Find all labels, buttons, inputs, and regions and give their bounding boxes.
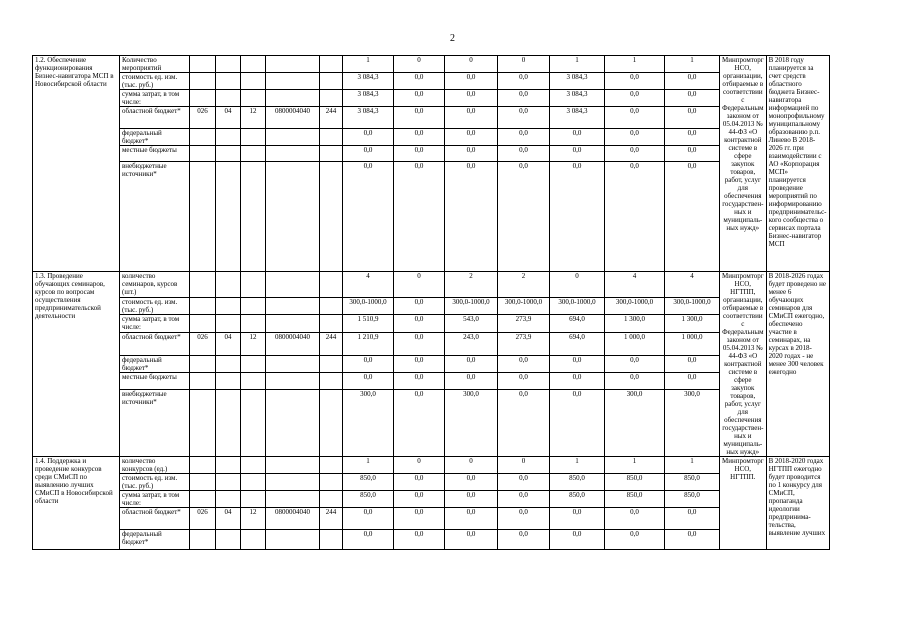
value-cell: 0,0	[665, 530, 720, 550]
value-cell: 0,0	[605, 73, 665, 90]
value-cell: 0,0	[498, 530, 550, 550]
vr-code	[320, 297, 343, 315]
vr-code	[320, 373, 343, 390]
indicator-label: внебюджетные источники*	[120, 162, 190, 272]
value-cell: 0,0	[665, 129, 720, 146]
value-cell: 0,0	[605, 162, 665, 272]
rz-code: 04	[216, 332, 241, 355]
program-table	[32, 55, 898, 550]
pr-code	[241, 389, 266, 456]
csr-code	[266, 90, 320, 107]
csr-code	[266, 146, 320, 162]
pr-code	[241, 297, 266, 315]
grbs-code	[190, 129, 216, 146]
indicator-label: сумма затрат, в том числе:	[120, 315, 190, 333]
value-cell: 1	[605, 457, 665, 474]
measure-name: 1.3. Проведение обучающих семинаров, курсов по вопросам осуществления предпринимательской деятельности	[33, 272, 120, 457]
table-row	[33, 272, 898, 298]
vr-code	[320, 56, 343, 73]
vr-code	[320, 389, 343, 456]
value-cell: 0,0	[498, 129, 550, 146]
indicator-label: федеральный бюджет*	[120, 129, 190, 146]
value-cell: 0,0	[394, 90, 445, 107]
indicator-label: областной бюджет*	[120, 332, 190, 355]
rz-code	[216, 457, 241, 474]
value-cell: 0,0	[394, 508, 445, 530]
pr-code: 12	[241, 332, 266, 355]
value-cell: 850,0	[550, 491, 605, 508]
value-cell: 0,0	[394, 146, 445, 162]
indicator-label: областной бюджет*	[120, 107, 190, 129]
value-cell: 0,0	[665, 107, 720, 129]
value-cell: 300,0-1000,0	[605, 297, 665, 315]
grbs-code	[190, 90, 216, 107]
value-cell: 0,0	[665, 162, 720, 272]
rz-code	[216, 491, 241, 508]
value-cell: 0,0	[445, 90, 498, 107]
csr-code	[266, 530, 320, 550]
csr-code	[266, 457, 320, 474]
value-cell: 1 300,0	[605, 315, 665, 333]
value-cell: 300,0	[665, 389, 720, 456]
executor-cell: Минпромторг НСО, НГТПП, организации, отбираемые в соответствии с Федеральным законом от 05.04.2013 № 44-ФЗ «О контрактной системе в сфере закупок товаров, работ, услуг для обеспечения государствен-ных и муниципаль-ных нужд»	[720, 272, 767, 457]
csr-code	[266, 491, 320, 508]
value-cell: 0,0	[550, 355, 605, 373]
indicator-label: стоимость ед. изм. (тыс. руб.)	[120, 297, 190, 315]
value-cell: 1	[343, 56, 394, 73]
rz-code	[216, 389, 241, 456]
vr-code	[320, 491, 343, 508]
rz-code: 04	[216, 508, 241, 530]
value-cell: 0,0	[498, 355, 550, 373]
pr-code	[241, 146, 266, 162]
value-cell: 0,0	[445, 107, 498, 129]
indicator-label: количество семинаров, курсов (шт.)	[120, 272, 190, 298]
value-cell: 3 084,3	[550, 90, 605, 107]
pr-code	[241, 272, 266, 298]
vr-code	[320, 162, 343, 272]
value-cell: 0,0	[498, 491, 550, 508]
vr-code	[320, 146, 343, 162]
executor-cell: Минпромторг НСО, НГТПП.	[720, 457, 767, 550]
value-cell: 0	[498, 56, 550, 73]
value-cell: 1	[550, 56, 605, 73]
vr-code	[320, 73, 343, 90]
value-cell: 4	[605, 272, 665, 298]
value-cell: 0,0	[394, 530, 445, 550]
rz-code	[216, 355, 241, 373]
value-cell: 0,0	[605, 508, 665, 530]
csr-code	[266, 56, 320, 73]
indicator-label: стоимость ед. изм. (тыс. руб.)	[120, 474, 190, 491]
value-cell: 1	[605, 56, 665, 73]
vr-code	[320, 129, 343, 146]
pr-code	[241, 90, 266, 107]
value-cell: 0,0	[498, 389, 550, 456]
value-cell: 543,0	[445, 315, 498, 333]
value-cell: 0,0	[550, 389, 605, 456]
indicator-label: федеральный бюджет*	[120, 355, 190, 373]
grbs-code	[190, 491, 216, 508]
result-note: В 2018-2026 годах будет проведено не менее 6 обучающих семинаров для СМиСП ежегодно, обеспечено участие в семинарах, на курсах в 2018- 2020 годах - не менее 300 человек ежегодно	[766, 272, 829, 457]
value-cell: 1 300,0	[665, 315, 720, 333]
value-cell: 0,0	[605, 355, 665, 373]
value-cell: 0,0	[394, 355, 445, 373]
vr-code	[320, 90, 343, 107]
indicator-label: сумма затрат, в том числе:	[120, 491, 190, 508]
value-cell: 1 510,9	[343, 315, 394, 333]
value-cell: 0,0	[394, 73, 445, 90]
value-cell: 850,0	[343, 491, 394, 508]
value-cell: 0,0	[445, 73, 498, 90]
value-cell: 0,0	[605, 129, 665, 146]
value-cell: 0	[394, 457, 445, 474]
value-cell: 0,0	[445, 491, 498, 508]
rz-code	[216, 73, 241, 90]
pr-code	[241, 373, 266, 390]
grbs-code	[190, 297, 216, 315]
pr-code	[241, 129, 266, 146]
value-cell: 0,0	[394, 107, 445, 129]
pr-code	[241, 355, 266, 373]
csr-code	[266, 162, 320, 272]
value-cell: 0,0	[394, 162, 445, 272]
value-cell: 300,0-1000,0	[665, 297, 720, 315]
pr-code	[241, 491, 266, 508]
grbs-code	[190, 373, 216, 390]
measure-name: 1.2. Обеспечение функционирования Бизнес-навигатора МСП в Новосибирской области	[33, 56, 120, 272]
value-cell: 0,0	[550, 146, 605, 162]
csr-code	[266, 474, 320, 491]
indicator-label: областной бюджет*	[120, 508, 190, 530]
csr-code	[266, 373, 320, 390]
indicator-label: Количество мероприятий	[120, 56, 190, 73]
pr-code	[241, 474, 266, 491]
value-cell: 0,0	[665, 355, 720, 373]
indicator-label: количество конкурсов (ед.)	[120, 457, 190, 474]
value-cell: 0,0	[445, 474, 498, 491]
grbs-code	[190, 73, 216, 90]
value-cell: 3 084,3	[343, 73, 394, 90]
value-cell: 3 084,3	[550, 107, 605, 129]
value-cell: 1	[343, 457, 394, 474]
value-cell: 0,0	[394, 129, 445, 146]
value-cell: 0,0	[498, 90, 550, 107]
pr-code	[241, 56, 266, 73]
value-cell: 0,0	[498, 474, 550, 491]
pr-code	[241, 315, 266, 333]
table-row	[33, 56, 898, 73]
pr-code: 12	[241, 107, 266, 129]
value-cell: 0	[445, 457, 498, 474]
rz-code: 04	[216, 107, 241, 129]
csr-code: 0800004040	[266, 508, 320, 530]
value-cell: 0,0	[498, 508, 550, 530]
value-cell: 3 084,3	[550, 73, 605, 90]
indicator-label: местные бюджеты	[120, 146, 190, 162]
value-cell: 0,0	[605, 530, 665, 550]
value-cell: 243,0	[445, 332, 498, 355]
value-cell: 850,0	[605, 474, 665, 491]
value-cell: 0,0	[394, 389, 445, 456]
vr-code: 244	[320, 332, 343, 355]
value-cell: 0,0	[394, 373, 445, 390]
value-cell: 0,0	[445, 508, 498, 530]
csr-code	[266, 297, 320, 315]
value-cell: 300,0	[343, 389, 394, 456]
value-cell: 4	[665, 272, 720, 298]
value-cell: 0,0	[498, 73, 550, 90]
csr-code	[266, 73, 320, 90]
value-cell: 0,0	[498, 107, 550, 129]
value-cell: 0,0	[343, 508, 394, 530]
grbs-code	[190, 474, 216, 491]
grbs-code	[190, 272, 216, 298]
value-cell: 0,0	[498, 146, 550, 162]
value-cell: 300,0-1000,0	[445, 297, 498, 315]
grbs-code	[190, 146, 216, 162]
vr-code: 244	[320, 107, 343, 129]
indicator-label: стоимость ед. изм. (тыс. руб.)	[120, 73, 190, 90]
value-cell: 273,9	[498, 315, 550, 333]
value-cell: 0,0	[550, 162, 605, 272]
value-cell: 0,0	[550, 530, 605, 550]
value-cell: 0,0	[665, 508, 720, 530]
csr-code: 0800004040	[266, 107, 320, 129]
value-cell: 2	[498, 272, 550, 298]
csr-code	[266, 315, 320, 333]
pr-code	[241, 457, 266, 474]
value-cell: 0	[550, 272, 605, 298]
rz-code	[216, 56, 241, 73]
rz-code	[216, 373, 241, 390]
csr-code: 0800004040	[266, 332, 320, 355]
value-cell: 0,0	[343, 373, 394, 390]
grbs-code	[190, 56, 216, 73]
value-cell: 1 000,0	[665, 332, 720, 355]
value-cell: 850,0	[343, 474, 394, 491]
indicator-label: федеральный бюджет*	[120, 530, 190, 550]
pr-code: 12	[241, 508, 266, 530]
csr-code	[266, 355, 320, 373]
vr-code	[320, 315, 343, 333]
page-number: 2	[450, 33, 455, 44]
value-cell: 850,0	[665, 491, 720, 508]
value-cell: 0,0	[605, 107, 665, 129]
grbs-code: 026	[190, 107, 216, 129]
value-cell: 300,0	[445, 389, 498, 456]
value-cell: 3 084,3	[343, 90, 394, 107]
value-cell: 273,9	[498, 332, 550, 355]
value-cell: 0,0	[665, 146, 720, 162]
csr-code	[266, 272, 320, 298]
value-cell: 0,0	[498, 162, 550, 272]
table-row	[33, 457, 898, 474]
grbs-code: 026	[190, 508, 216, 530]
value-cell: 0,0	[445, 355, 498, 373]
rz-code	[216, 297, 241, 315]
value-cell: 0,0	[498, 373, 550, 390]
rz-code	[216, 162, 241, 272]
value-cell: 0	[498, 457, 550, 474]
value-cell: 1 000,0	[605, 332, 665, 355]
grbs-code	[190, 457, 216, 474]
rz-code	[216, 530, 241, 550]
pr-code	[241, 162, 266, 272]
value-cell: 694,0	[550, 332, 605, 355]
value-cell: 0,0	[343, 162, 394, 272]
value-cell: 0,0	[394, 474, 445, 491]
value-cell: 0	[394, 272, 445, 298]
grbs-code	[190, 355, 216, 373]
vr-code	[320, 457, 343, 474]
value-cell: 300,0-1000,0	[550, 297, 605, 315]
value-cell: 0,0	[343, 530, 394, 550]
value-cell: 850,0	[665, 474, 720, 491]
pr-code	[241, 530, 266, 550]
csr-code	[266, 129, 320, 146]
value-cell: 0	[445, 56, 498, 73]
value-cell: 0,0	[665, 73, 720, 90]
value-cell: 0,0	[394, 491, 445, 508]
rz-code	[216, 474, 241, 491]
rz-code	[216, 146, 241, 162]
value-cell: 0,0	[665, 373, 720, 390]
value-cell: 0,0	[445, 530, 498, 550]
rz-code	[216, 315, 241, 333]
executor-cell: Минпромторг НСО, организации, отбираемые в соответствии с Федеральным законом от 05.04.2013 № 44-ФЗ «О контрактной системе в сфере закупок товаров, работ, услуг для обеспечения государствен-ных и муниципаль-ных нужд»	[720, 56, 767, 272]
value-cell: 0,0	[394, 332, 445, 355]
indicator-label: сумма затрат, в том числе:	[120, 90, 190, 107]
indicator-label: внебюджетные источники*	[120, 389, 190, 456]
value-cell: 0,0	[343, 129, 394, 146]
rz-code	[216, 90, 241, 107]
value-cell: 2	[445, 272, 498, 298]
value-cell: 694,0	[550, 315, 605, 333]
vr-code	[320, 272, 343, 298]
value-cell: 850,0	[605, 491, 665, 508]
value-cell: 0,0	[445, 129, 498, 146]
rz-code	[216, 272, 241, 298]
value-cell: 300,0-1000,0	[343, 297, 394, 315]
value-cell: 1 210,9	[343, 332, 394, 355]
vr-code	[320, 474, 343, 491]
value-cell: 0,0	[394, 315, 445, 333]
value-cell: 1	[550, 457, 605, 474]
value-cell: 0,0	[343, 355, 394, 373]
value-cell: 300,0	[605, 389, 665, 456]
indicator-label: местные бюджеты	[120, 373, 190, 390]
result-note: В 2018 году планируется за счет средств областного бюджета Бизнес-навигатора информацией по монопрофильному муниципальному образованию р.п. Линево В 2018-2026 гг. при взаимодействии с АО «Корпорация МСП» планируется проведение мероприятий по информированию предпринимательс-кого сообщества о сервисах портала Бизнес-навигатор МСП	[766, 56, 829, 272]
value-cell: 0,0	[550, 129, 605, 146]
value-cell: 0,0	[343, 146, 394, 162]
value-cell: 1	[665, 457, 720, 474]
vr-code	[320, 355, 343, 373]
pr-code	[241, 73, 266, 90]
grbs-code	[190, 162, 216, 272]
grbs-code	[190, 315, 216, 333]
grbs-code: 026	[190, 332, 216, 355]
value-cell: 0,0	[445, 373, 498, 390]
value-cell: 0,0	[394, 297, 445, 315]
value-cell: 0	[394, 56, 445, 73]
value-cell: 0,0	[605, 373, 665, 390]
value-cell: 1	[665, 56, 720, 73]
grbs-code	[190, 530, 216, 550]
measure-name: 1.4. Поддержка и проведение конкурсов среди СМиСП по выявлению лучших СМиСП в Новосибирской области	[33, 457, 120, 550]
csr-code	[266, 389, 320, 456]
value-cell: 4	[343, 272, 394, 298]
value-cell: 0,0	[605, 90, 665, 107]
value-cell: 300,0-1000,0	[498, 297, 550, 315]
value-cell: 0,0	[550, 508, 605, 530]
grbs-code	[190, 389, 216, 456]
vr-code: 244	[320, 508, 343, 530]
value-cell: 0,0	[665, 90, 720, 107]
value-cell: 3 084,3	[343, 107, 394, 129]
value-cell: 0,0	[445, 162, 498, 272]
result-note: В 2018-2020 годах НГТПП ежегодно будет проводится по 1 конкурсу для СМиСП, пропаганда идеологии предпринима-тельства, выявление лучших	[766, 457, 829, 550]
vr-code	[320, 530, 343, 550]
value-cell: 0,0	[445, 146, 498, 162]
rz-code	[216, 129, 241, 146]
value-cell: 0,0	[550, 373, 605, 390]
value-cell: 0,0	[605, 146, 665, 162]
value-cell: 850,0	[550, 474, 605, 491]
